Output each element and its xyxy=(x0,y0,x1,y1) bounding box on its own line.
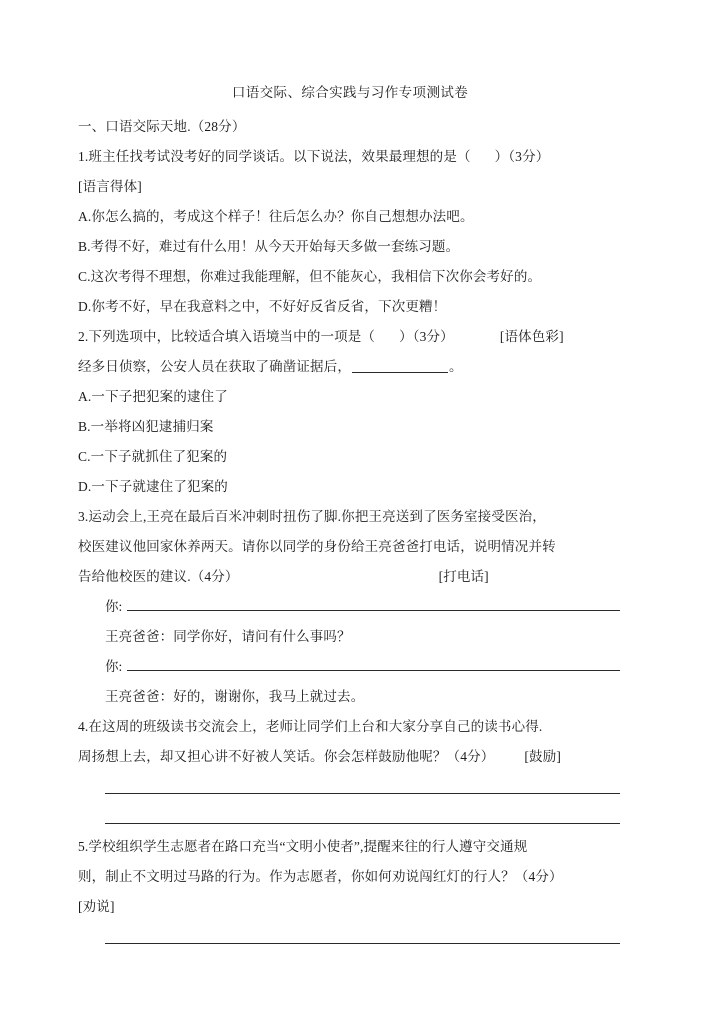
question-2-option-b[interactable]: B.一举将凶犯逮捕归案 xyxy=(78,419,214,434)
question-1-tag: [语言得体] xyxy=(78,179,142,194)
question-2-option-a[interactable]: A.一下子把犯案的逮住了 xyxy=(78,389,228,404)
question-2-inline-blank[interactable] xyxy=(352,359,448,373)
question-5-stem-line-1: 5.学校组织学生志愿者在路口充当“文明小使者”,提醒来往的行人遵守交通规 xyxy=(78,839,528,854)
question-4-answer-line-2[interactable] xyxy=(78,802,622,832)
question-4-tag: [鼓励] xyxy=(524,749,561,764)
question-3-tag: [打电话] xyxy=(438,569,489,584)
question-2-option-c[interactable]: C.一下子就抓住了犯案的 xyxy=(78,449,228,464)
question-1-stem-text: 1.班主任找考试没考好的同学谈话。以下说法，效果最理想的是（ xyxy=(78,149,471,164)
question-3-answer-blank-2[interactable] xyxy=(127,657,620,671)
document-body xyxy=(78,82,622,952)
question-1-option-d[interactable]: D.你考不好，早在我意料之中，不好好反省反省，下次更糟！ xyxy=(78,299,447,314)
question-3-answer-blank-1[interactable] xyxy=(127,597,620,611)
question-3-stem-line-3 xyxy=(78,562,622,592)
question-1-option-b[interactable]: B.考得不好，难过有什么用！从今天开始每天多做一套练习题。 xyxy=(78,239,460,254)
question-2-context xyxy=(78,352,622,382)
question-1-stem xyxy=(78,142,622,172)
question-2-tag: [语体色彩] xyxy=(499,329,564,344)
question-3-dialogue-row-you-2 xyxy=(78,652,622,682)
question-3-stem-line-3-text: 告给他校医的建议.（4分） xyxy=(78,569,239,584)
section-heading: 一、口语交际天地.（28分） xyxy=(78,119,246,134)
question-4-stem-line-1: 4.在这周的班级读书交流会上，老师让同学们上台和大家分享自己的读书心得. xyxy=(78,719,543,734)
page-title: 口语交际、综合实践与习作专项测试卷 xyxy=(231,85,469,100)
question-5-answer-line-1[interactable] xyxy=(78,922,622,952)
question-3-speaker-you-1: 你: xyxy=(105,599,123,614)
question-1-option-a[interactable]: A.你怎么搞的，考成这个样子！往后怎么办？你自己想想办法吧。 xyxy=(78,209,474,224)
question-4-answer-line-1[interactable] xyxy=(78,772,622,802)
question-2-stem-close: ）（3分） xyxy=(399,329,454,344)
question-3-stem-line-1: 3.运动会上,王亮在最后百米冲刺时扭伤了脚.你把王亮送到了医务室接受医治， xyxy=(78,509,546,524)
question-2-context-before: 经多日侦察，公安人员在获取了确凿证据后， xyxy=(78,359,351,374)
question-3-stem-line-2: 校医建议他回家休养两天。请你以同学的身份给王亮爸爸打电话，说明情况并转 xyxy=(78,539,556,554)
question-5-tag: [劝说] xyxy=(78,899,115,914)
question-2-stem-text: 2.下列选项中，比较适合填入语境当中的一项是（ xyxy=(78,329,376,344)
question-5-stem-line-2: 则，制止不文明过马路的行为。作为志愿者，你如何劝说闯红灯的行人？（4分） xyxy=(78,869,563,884)
question-2-option-d[interactable]: D.一下子就逮住了犯案的 xyxy=(78,479,228,494)
question-2-context-after: 。 xyxy=(449,359,463,374)
question-4-stem-line-2-text: 周扬想上去，却又担心讲不好被人笑话。你会怎样鼓励他呢？（4分） xyxy=(78,749,495,764)
question-3-dialogue-row-dad-1: 王亮爸爸：同学你好，请问有什么事吗？ xyxy=(105,629,351,644)
question-1-stem-close: ）（3分） xyxy=(494,149,550,164)
question-1-option-c[interactable]: C.这次考得不理想，你难过我能理解，但不能灰心，我相信下次你会考好的。 xyxy=(78,269,542,284)
question-3-dialogue-row-dad-2: 王亮爸爸：好的，谢谢你，我马上就过去。 xyxy=(105,689,365,704)
question-2-stem xyxy=(78,322,622,352)
question-3-speaker-you-2: 你: xyxy=(105,659,123,674)
question-3-dialogue-row-you-1 xyxy=(78,592,622,622)
question-4-stem-line-2 xyxy=(78,742,622,772)
